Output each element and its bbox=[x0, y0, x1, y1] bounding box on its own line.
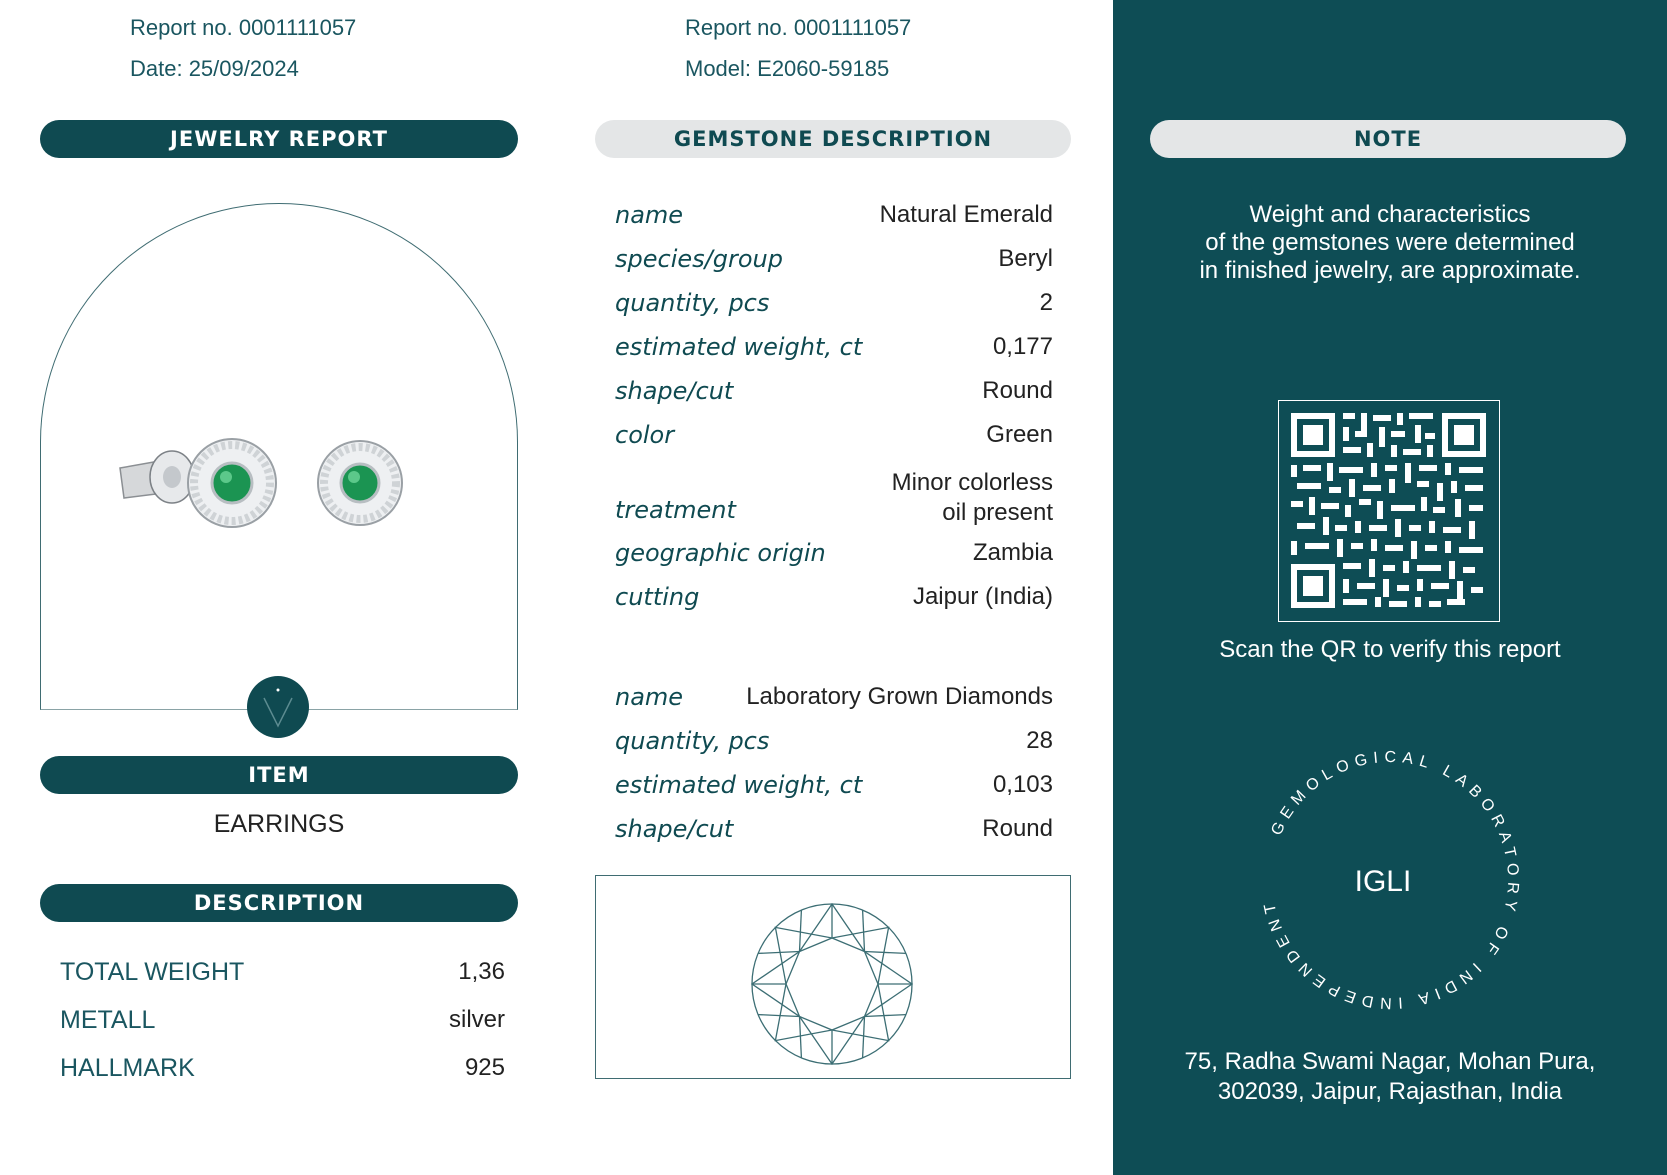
gem-value: Zambia bbox=[972, 539, 1053, 566]
round-diamond-diagram bbox=[596, 876, 1069, 1077]
earrings-photo bbox=[110, 430, 410, 540]
gem-label: name bbox=[615, 201, 684, 229]
note-line: Weight and characteristics bbox=[1249, 201, 1531, 228]
gem-row bbox=[615, 462, 1053, 528]
gemstone-description-heading: GEMSTONE DESCRIPTION bbox=[595, 120, 1071, 158]
gem-row bbox=[615, 198, 1053, 232]
gem-row bbox=[615, 330, 1053, 364]
qr-code-graphic bbox=[1279, 401, 1498, 620]
report-date: Date: 25/09/2024 bbox=[130, 56, 299, 81]
gem-row bbox=[615, 242, 1053, 276]
jewelry-report-heading: JEWELRY REPORT bbox=[40, 120, 518, 158]
gem-label: cutting bbox=[615, 583, 700, 611]
gem-label: estimated weight, ct bbox=[615, 333, 863, 361]
address bbox=[1113, 1047, 1667, 1107]
gem-row bbox=[615, 536, 1053, 570]
logo-v-icon bbox=[247, 676, 309, 738]
gem-row bbox=[615, 812, 1053, 846]
note-line: in finished jewelry, are approximate. bbox=[1199, 257, 1581, 284]
report-number-mid: Report no. 0001111057 bbox=[685, 15, 912, 40]
seal-center-text: IGLI bbox=[1354, 865, 1412, 898]
gem-label: estimated weight, ct bbox=[615, 771, 863, 799]
gem-label: color bbox=[615, 421, 675, 449]
gem-row bbox=[615, 580, 1053, 614]
description-label: METALL bbox=[60, 1005, 156, 1034]
gem-row bbox=[615, 286, 1053, 320]
gem-row bbox=[615, 680, 1053, 714]
gem-row bbox=[615, 374, 1053, 408]
note-text bbox=[1113, 201, 1667, 285]
gem-value: 0,103 bbox=[992, 771, 1053, 798]
description-row bbox=[60, 1051, 505, 1085]
item-heading: ITEM bbox=[40, 756, 518, 794]
gem-value: 2 bbox=[1039, 289, 1053, 316]
qr-code[interactable] bbox=[1278, 400, 1500, 622]
qr-caption: Scan the QR to verify this report bbox=[1219, 636, 1561, 663]
gem-label: shape/cut bbox=[615, 377, 734, 405]
gem-value: 28 bbox=[1026, 727, 1053, 754]
item-value: EARRINGS bbox=[213, 810, 345, 838]
gem-label: quantity, pcs bbox=[615, 289, 770, 317]
gem-label: shape/cut bbox=[615, 815, 734, 843]
gem-value: 0,177 bbox=[992, 333, 1053, 360]
gem-label: treatment bbox=[615, 496, 736, 524]
gem-label: species/group bbox=[615, 245, 783, 273]
report-number-left: Report no. 0001111057 bbox=[130, 15, 357, 40]
description-row bbox=[60, 955, 505, 989]
igli-seal bbox=[1246, 750, 1534, 1010]
note-heading: NOTE bbox=[1150, 120, 1626, 158]
gem-value: Round bbox=[982, 377, 1053, 404]
description-heading: DESCRIPTION bbox=[40, 884, 518, 922]
gem-label: quantity, pcs bbox=[615, 727, 770, 755]
address-line: 75, Radha Swami Nagar, Mohan Pura, bbox=[1184, 1048, 1596, 1075]
gem-value: Laboratory Grown Diamonds bbox=[746, 683, 1053, 710]
model-number: Model: E2060-59185 bbox=[685, 56, 890, 81]
gem-value: Natural Emerald bbox=[879, 201, 1053, 228]
address-line: 302039, Jaipur, Rajasthan, India bbox=[1217, 1078, 1563, 1105]
description-value: 925 bbox=[464, 1054, 505, 1081]
gem-label: geographic origin bbox=[615, 539, 826, 567]
gem-value: Beryl bbox=[998, 245, 1053, 272]
gem-value bbox=[892, 468, 1053, 528]
description-value: 1,36 bbox=[458, 958, 505, 985]
seal-ring-text: GEMOLOGICAL LABORATORY OF INDIA INDEPENDENT bbox=[1260, 750, 1522, 1010]
gem-value: Green bbox=[986, 421, 1053, 448]
gem-value-line: oil present bbox=[942, 499, 1053, 526]
gem-row bbox=[615, 724, 1053, 758]
gem-value: Round bbox=[982, 815, 1053, 842]
diamond-diagram-box bbox=[595, 875, 1071, 1079]
gem-row bbox=[615, 768, 1053, 802]
description-row bbox=[60, 1003, 505, 1037]
gem-value: Jaipur (India) bbox=[912, 583, 1053, 610]
description-label: HALLMARK bbox=[60, 1053, 195, 1082]
note-line: of the gemstones were determined bbox=[1205, 229, 1575, 256]
gem-value-line: Minor colorless bbox=[891, 469, 1053, 496]
description-label: TOTAL WEIGHT bbox=[60, 957, 245, 986]
description-value: silver bbox=[448, 1006, 505, 1033]
gem-label: name bbox=[615, 683, 684, 711]
gem-row bbox=[615, 418, 1053, 452]
